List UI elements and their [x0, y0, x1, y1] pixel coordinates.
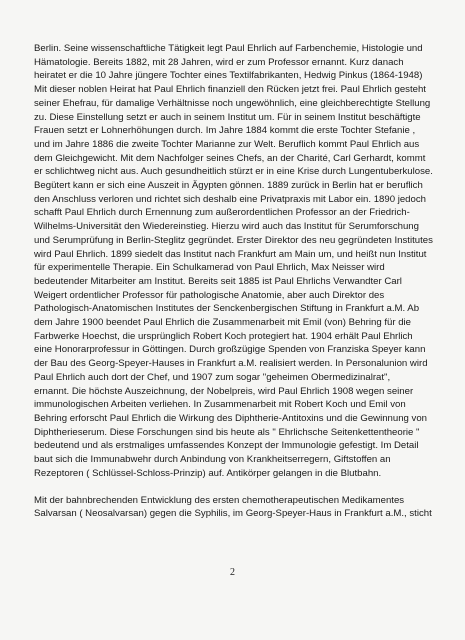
text-line: heiratet er die 10 Jahre jüngere Tochter eines Textilfabrikanten, Hedwig Pinkus (1864-1948): [34, 70, 423, 82]
text-line: Weigert ordentlicher Professor für pathologische Anatomie, aber auch Direktor des: [34, 289, 385, 301]
text-line: dem Jahre 1900 beendet Paul Ehrlich die Zusammenarbeit mit Emil (von) Behring für die: [34, 317, 412, 329]
text-line: zu. Diese Einstellung setzt er auch in seinem Institut um. Für in seinem Institut beschäftigte: [34, 111, 421, 123]
text-line: Mit der bahnbrechenden Entwicklung des ersten chemotherapeutischen Medikamentes: [34, 494, 405, 506]
text-line: Farbwerke Hoechst, die ursprünglich Robert Koch protegiert hat. 1904 erhält Paul Ehrlich: [34, 330, 413, 342]
text-line: Paul Ehrlich auch dort der Chef, und 1907 zum sogar "geheimen Obermedizinalrat",: [34, 371, 391, 383]
text-line: Pathologisch-Anatomischen Institutes der Senckenbergischen Stiftung in Frankfurt a.M. Ab: [34, 303, 420, 315]
text-line: seiner Ehefrau, für damalige Verhältnisse noch ungewöhnlich, eine gleichberechtigte Stellung: [34, 97, 431, 109]
text-line: Rezeptoren ( Schlüssel-Schloss-Prinzip) auf. Antikörper gelangen in die Blutbahn.: [34, 467, 382, 479]
text-line: baut sich die Immunabwehr durch Anbindung von Krankheitserregern, Giftstoffen an: [34, 454, 391, 466]
paragraph: [34, 42, 434, 481]
text-line: eine Honorarprofessur in Göttingen. Durch großzügige Spenden von Franziska Speyer kann: [34, 344, 426, 356]
text-line: Wilhelms-Universität den Wiedereinstieg. Hierzu wird auch das Institut für Serumforschung: [34, 221, 419, 233]
text-line: immunologischen Arbeiten verliehen. In Zusammenarbeit mit Robert Koch und Emil von: [34, 399, 406, 411]
text-line: Diphtherieserum. Diese Forschungen sind bis heute als " Ehrlichsche Seitenkettentheorie ": [34, 426, 420, 438]
text-line: wird Paul Ehrlich. 1899 siedelt das Institut nach Frankfurt am Main um, und heißt nun Institut: [34, 248, 427, 260]
text-line: bedeutend und als erstmaliges umfassendes Konzept der Immunologie gefestigt. Im Detail: [34, 440, 419, 452]
text-line: Mit dieser noblen Heirat hat Paul Ehrlich finanziell den Rücken jetzt frei. Paul Ehrlich gesteht: [34, 84, 426, 96]
text-line: den Anschluss verloren und richtet sich deshalb eine Privatpraxis mit Labor ein. 1890 jedoch: [34, 193, 426, 205]
page-number: 2: [230, 567, 235, 578]
text-line: Salvarsan ( Neosalvarsan) gegen die Syphilis, im Georg-Speyer-Haus in Frankfurt a.M., sticht: [34, 508, 432, 520]
body-text: [34, 42, 434, 521]
paragraph: [34, 494, 434, 521]
text-line: und Serumprüfung in Berlin-Steglitz gegründet. Erster Direktor des neu gegründeten Institutes: [34, 234, 433, 246]
text-line: Berlin. Seine wissenschaftliche Tätigkeit legt Paul Ehrlich auf Farbenchemie, Histologie und: [34, 43, 423, 54]
text-line: Hämatologie. Bereits 1882, mit 28 Jahren, wird er zum Professor ernannt. Kurz danach: [34, 56, 404, 68]
paragraph-gap: [34, 481, 434, 494]
text-line: der Bau des Georg-Speyer-Hauses in Frankfurt a.M. realisiert werden. In Personalunion wird: [34, 358, 428, 370]
text-line: er schlichtweg nicht aus. Auch gesundheitlich stürzt er in eine Krise durch Lungentuberkulose.: [34, 166, 433, 178]
text-line: Begütert kann er sich eine Auszeit in Ägypten gönnen. 1889 zurück in Berlin hat er beruflich: [34, 180, 423, 192]
text-line: für experimentelle Therapie. Ein Schulkamerad von Paul Ehrlich, Max Neisser wird: [34, 262, 385, 274]
text-line: Frauen setzt er Lohnerhöhungen durch. Im Jahre 1884 kommt die erste Tochter Stefanie ,: [34, 125, 416, 137]
text-line: und im Jahre 1886 die zweite Tochter Marianne zur Welt. Beruflich kommt Paul Ehrlich aus: [34, 138, 420, 150]
text-line: ernannt. Die höchste Auszeichnung, der Nobelpreis, wird Paul Ehrlich 1908 wegen seiner: [34, 385, 414, 397]
text-line: Behring erforscht Paul Ehrlich die Wirkung des Diphtherie-Antitoxins und die Gewinnung von: [34, 412, 428, 424]
text-line: schafft Paul Ehrlich durch Ernennung zum außerordentlichen Professor an der Friedrich-: [34, 207, 410, 219]
text-line: dem Gleichgewicht. Mit dem Nachfolger seines Chefs, an der Charité, Carl Gerhardt, kommt: [34, 152, 426, 164]
text-line: bedeutender Mitarbeiter am Institut. Bereits seit 1885 ist Paul Ehrlichs Verwandter Carl: [34, 275, 402, 287]
